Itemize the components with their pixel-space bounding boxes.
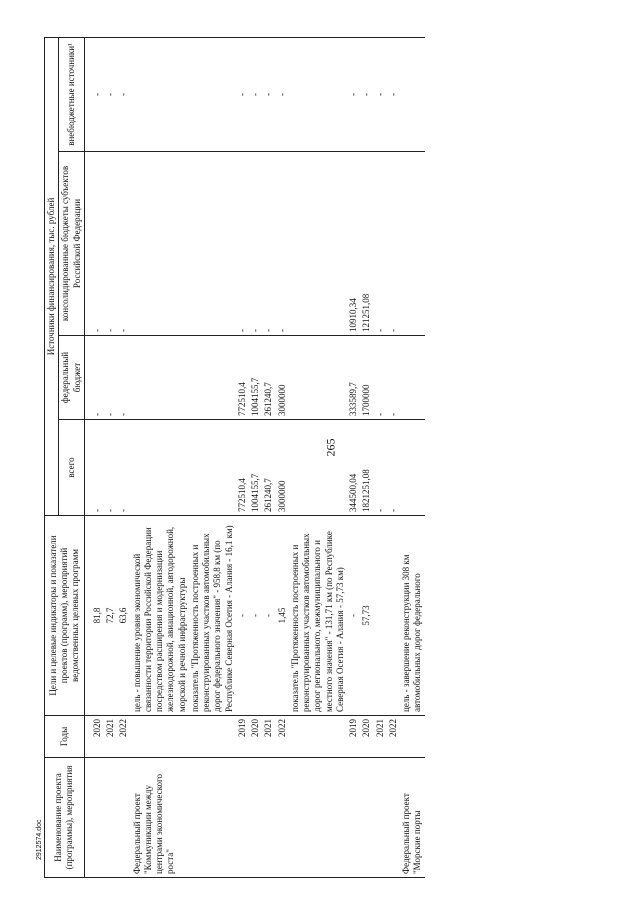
cell-regional: - xyxy=(117,152,130,336)
cell-goal: показатель "Протяженность построенных и реконструированных участков автомобильных дорог федерального значения" - 958,8 км (по Республике Северная Осетия - Алания - 16,1 км) xyxy=(189,516,236,716)
cell-federal: 772510,4 xyxy=(236,336,249,420)
cell-federal: 3000000 xyxy=(276,336,289,420)
cell-federal xyxy=(189,336,236,420)
cell-goal: 1,45 xyxy=(276,516,289,716)
cell-goal: - xyxy=(249,516,262,716)
cell-year: 2021 xyxy=(374,716,387,758)
cell-regional: - xyxy=(262,152,275,336)
cell-year xyxy=(131,716,189,758)
table-row xyxy=(276,38,289,878)
cell-federal xyxy=(131,336,189,420)
cell-name: Федеральный проект "Морские порты xyxy=(400,758,425,878)
cell-goal: 57,73 xyxy=(360,516,373,716)
header-total: всего xyxy=(59,420,85,516)
cell-name xyxy=(276,758,289,878)
cell-total: - xyxy=(104,420,117,516)
financing-table xyxy=(44,37,425,878)
cell-total: 1004155,7 xyxy=(249,420,262,516)
cell-federal: - xyxy=(117,336,130,420)
cell-year xyxy=(189,716,236,758)
cell-name xyxy=(387,758,400,878)
cell-federal: - xyxy=(91,336,104,420)
cell-regional xyxy=(189,152,236,336)
header-years: Годы xyxy=(45,716,85,758)
cell-regional xyxy=(289,152,347,336)
table-row xyxy=(236,38,249,878)
cell-extra: - xyxy=(262,38,275,152)
cell-total: 344500,04 xyxy=(347,420,360,516)
cell-goal: - xyxy=(347,516,360,716)
cell-name xyxy=(347,758,360,878)
cell-goal: 63,6 xyxy=(117,516,130,716)
cell-name xyxy=(249,758,262,878)
cell-extra xyxy=(289,38,347,152)
cell-extra: - xyxy=(91,38,104,152)
header-sources: Источники финансирования, тыс. рублей xyxy=(45,38,59,516)
cell-regional: - xyxy=(104,152,117,336)
cell-name xyxy=(360,758,373,878)
cell-extra xyxy=(189,38,236,152)
table-row xyxy=(104,38,117,878)
cell-year: 2022 xyxy=(276,716,289,758)
header-goals: Цели и целевые индикаторы и показатели проектов (программ), мероприятий ведомственных целевых программ xyxy=(45,516,85,716)
table-row xyxy=(262,38,275,878)
cell-year xyxy=(289,716,347,758)
cell-total: 772510,4 xyxy=(236,420,249,516)
cell-total: - xyxy=(387,420,400,516)
cell-goal xyxy=(374,516,387,716)
cell-extra: - xyxy=(374,38,387,152)
cell-year: 2022 xyxy=(387,716,400,758)
cell-goal: показатель "Протяженность построенных и реконструированных участков автомобильных дорог регионального, межмуниципального и местного значения" - 131,71 км (по Республике Северная Осетия - Алания - 57,73 км) xyxy=(289,516,347,716)
page-number: 265 xyxy=(323,438,338,457)
cell-total: 1821251,08 xyxy=(360,420,373,516)
cell-regional xyxy=(131,152,189,336)
cell-extra: - xyxy=(360,38,373,152)
cell-federal xyxy=(400,336,425,420)
cell-regional: - xyxy=(374,152,387,336)
cell-federal: - xyxy=(104,336,117,420)
cell-total xyxy=(400,420,425,516)
cell-name xyxy=(117,758,130,878)
cell-extra: - xyxy=(276,38,289,152)
cell-name xyxy=(189,758,236,878)
table-row xyxy=(117,38,130,878)
cell-name xyxy=(289,758,347,878)
cell-extra xyxy=(131,38,189,152)
cell-name xyxy=(374,758,387,878)
cell-federal: - xyxy=(374,336,387,420)
cell-year: 2020 xyxy=(249,716,262,758)
cell-regional: - xyxy=(249,152,262,336)
cell-total xyxy=(289,420,347,516)
cell-federal: 1700000 xyxy=(360,336,373,420)
cell-federal: 261240,7 xyxy=(262,336,275,420)
table-row xyxy=(360,38,373,878)
cell-extra: - xyxy=(117,38,130,152)
table-row xyxy=(249,38,262,878)
cell-year: 2020 xyxy=(360,716,373,758)
cell-year: 2022 xyxy=(117,716,130,758)
table-row xyxy=(400,38,425,878)
cell-goal: 72,7 xyxy=(104,516,117,716)
cell-year: 2020 xyxy=(91,716,104,758)
header-federal: федеральный бюджет xyxy=(59,336,85,420)
cell-goal: - xyxy=(262,516,275,716)
cell-year: 2021 xyxy=(104,716,117,758)
cell-federal xyxy=(289,336,347,420)
cell-goal: цель - повышение уровня экономической связанности территории Российской Федерации посредством расширения и модернизации железнодорожной, авиационной, автодорожной, морской и речной инфраструктуры xyxy=(131,516,189,716)
cell-year: 2021 xyxy=(262,716,275,758)
table-row xyxy=(189,38,236,878)
cell-regional: 10910,34 xyxy=(347,152,360,336)
header-extra: внебюджетные источники¹ xyxy=(59,38,85,152)
cell-regional: - xyxy=(91,152,104,336)
cell-extra: - xyxy=(236,38,249,152)
table-body xyxy=(84,38,424,878)
table-row xyxy=(374,38,387,878)
cell-total: - xyxy=(374,420,387,516)
cell-total: 3000000 xyxy=(276,420,289,516)
cell-name xyxy=(262,758,275,878)
cell-regional: 121251,08 xyxy=(360,152,373,336)
cell-federal: - xyxy=(387,336,400,420)
cell-name xyxy=(104,758,117,878)
cell-regional xyxy=(400,152,425,336)
cell-name: Федеральный проект "Коммуникации между центрами экономического роста" xyxy=(131,758,189,878)
cell-year xyxy=(400,716,425,758)
cell-total: 261240,7 xyxy=(262,420,275,516)
table-row xyxy=(91,38,104,878)
cell-regional: - xyxy=(387,152,400,336)
cell-extra: - xyxy=(104,38,117,152)
file-id: 2912574.doc xyxy=(36,819,43,860)
cell-total: - xyxy=(91,420,104,516)
cell-goal xyxy=(387,516,400,716)
cell-name xyxy=(236,758,249,878)
cell-regional: - xyxy=(236,152,249,336)
cell-total: - xyxy=(117,420,130,516)
cell-total xyxy=(189,420,236,516)
cell-extra xyxy=(400,38,425,152)
cell-year: 2019 xyxy=(347,716,360,758)
cell-federal: 333589,7 xyxy=(347,336,360,420)
cell-federal: 1004155,7 xyxy=(249,336,262,420)
table-row xyxy=(347,38,360,878)
cell-name xyxy=(91,758,104,878)
cell-year: 2019 xyxy=(236,716,249,758)
cell-goal: 81,8 xyxy=(91,516,104,716)
cell-goal: цель - завершение реконструкции 308 км автомобильных дорог федерального xyxy=(400,516,425,716)
table-row xyxy=(289,38,347,878)
cell-goal: - xyxy=(236,516,249,716)
rotated-table-sheet xyxy=(44,38,604,878)
header-name: Наименование проекта (программы), мероприятия xyxy=(45,758,85,878)
table-row xyxy=(131,38,189,878)
header-regional: консолидированные бюджеты субъектов Российской Федерации xyxy=(59,152,85,336)
cell-regional: - xyxy=(276,152,289,336)
cell-extra: - xyxy=(347,38,360,152)
cell-total xyxy=(131,420,189,516)
table-row xyxy=(387,38,400,878)
cell-extra: - xyxy=(387,38,400,152)
cell-extra: - xyxy=(249,38,262,152)
